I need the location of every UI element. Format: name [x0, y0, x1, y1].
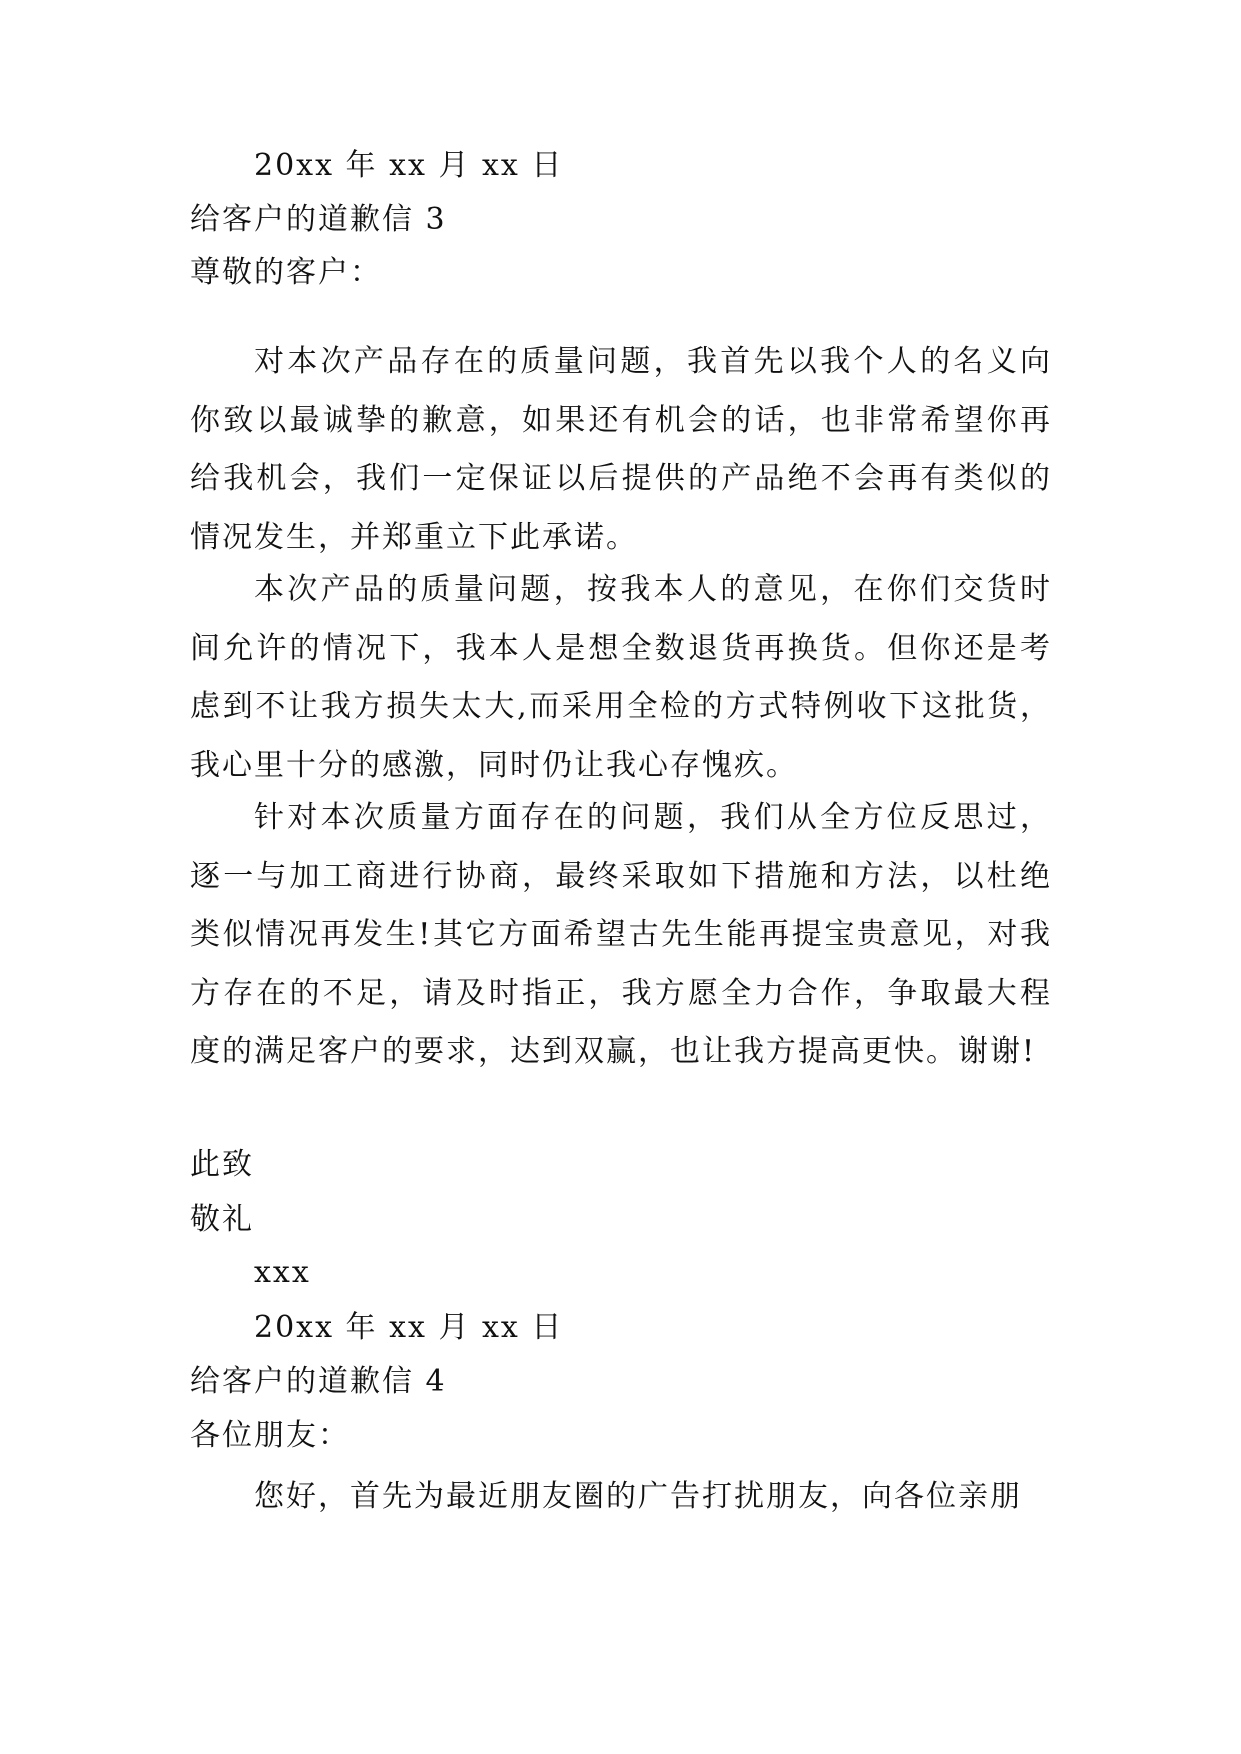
salutation: 各位朋友： — [190, 1418, 350, 1453]
closing-line: 此致 — [190, 1147, 254, 1182]
date-line: 20xx 年 xx 月 xx 日 — [254, 148, 564, 183]
letter-title: 给客户的道歉信 4 — [190, 1364, 447, 1399]
closing-line: 敬礼 — [190, 1202, 254, 1237]
body-paragraph: 本次产品的质量问题，按我本人的意见，在你们交货时间允许的情况下，我本人是想全数退货再换货。但你还是考虑到不让我方损失太大,而采用全检的方式特例收下这批货，我心里十分的感激，同时仍让我心存愧疚。 — [190, 572, 1052, 783]
letter-title: 给客户的道歉信 3 — [190, 202, 447, 237]
body-paragraph: 针对本次质量方面存在的问题，我们从全方位反思过，逐一与加工商进行协商，最终采取如下措施和方法，以杜绝类似情况再发生!其它方面希望古先生能再提宝贵意见，对我方存在的不足，请及时指正，我方愿全力合作，争取最大程度的满足客户的要求，达到双赢，也让我方提高更快。谢谢! — [190, 800, 1052, 1069]
body-paragraph: 您好，首先为最近朋友圈的广告打扰朋友，向各位亲朋 — [254, 1479, 1022, 1514]
salutation: 尊敬的客户： — [190, 255, 382, 290]
signature: xxx — [254, 1255, 311, 1290]
body-paragraph: 对本次产品存在的质量问题，我首先以我个人的名义向你致以最诚挚的歉意，如果还有机会的话，也非常希望你再给我机会，我们一定保证以后提供的产品绝不会再有类似的情况发生，并郑重立下此承诺。 — [190, 344, 1052, 555]
date-line: 20xx 年 xx 月 xx 日 — [254, 1310, 564, 1345]
